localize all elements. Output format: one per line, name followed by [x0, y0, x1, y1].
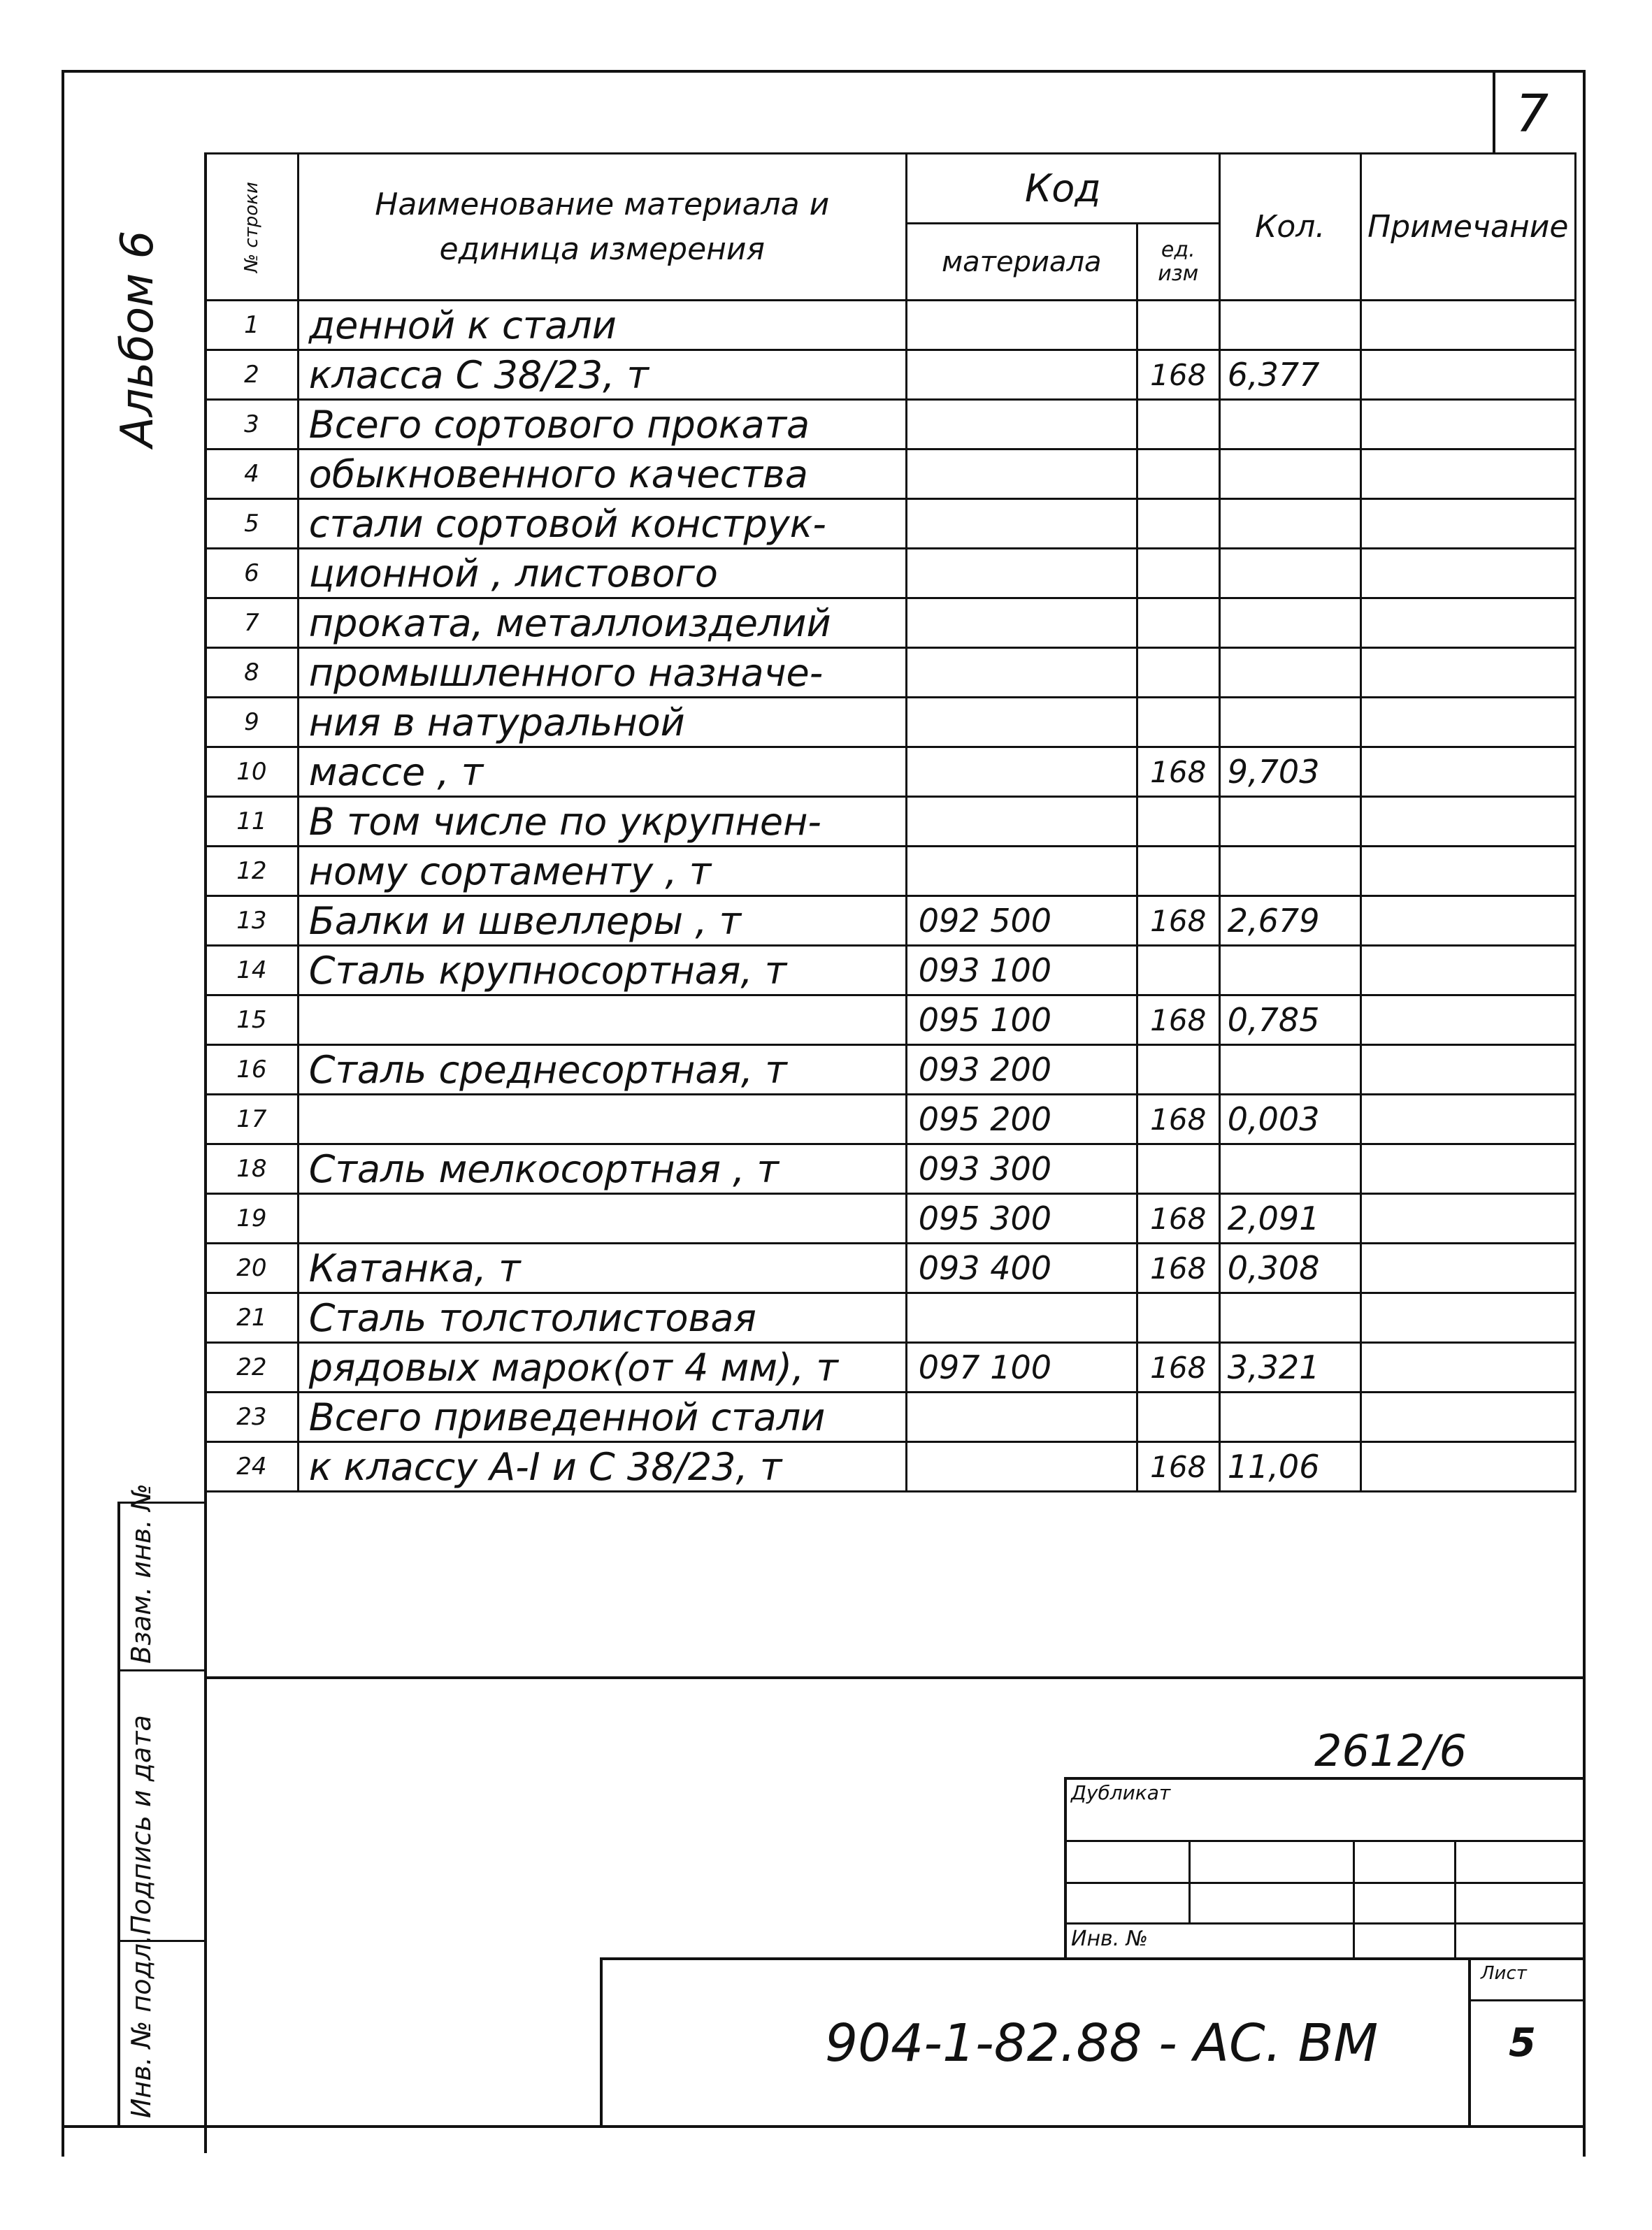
material-name-cell: проката, металлоизделий: [298, 598, 906, 648]
material-name-cell: Балки и швеллеры , т: [298, 896, 906, 946]
stamp-grid-line-3: [1064, 1922, 1583, 1925]
quantity-cell: [1219, 946, 1360, 995]
material-code-cell: [906, 449, 1137, 499]
table-row: [206, 1442, 1576, 1492]
header-name: [298, 154, 906, 301]
table-row: [206, 449, 1576, 499]
material-code-cell: 093 100: [906, 946, 1137, 995]
note-cell: [1360, 1293, 1575, 1343]
note-cell: [1360, 549, 1575, 598]
unit-code-cell: [1137, 648, 1219, 698]
frame-left-line: [62, 70, 64, 2157]
unit-code-cell: 168: [1137, 1442, 1219, 1492]
quantity-cell: [1219, 598, 1360, 648]
note-cell: [1360, 946, 1575, 995]
table-row: [206, 747, 1576, 797]
material-code-cell: [906, 301, 1137, 350]
side-strip-div-1: [117, 1669, 204, 1671]
table-row: [206, 1144, 1576, 1194]
side-signature-date: Подпись и дата: [126, 1715, 157, 1935]
unit-code-cell: [1137, 1144, 1219, 1194]
note-cell: [1360, 847, 1575, 896]
material-code-cell: 095 300: [906, 1194, 1137, 1244]
material-name-cell: рядовых марок(от 4 мм), т: [298, 1343, 906, 1393]
material-name-cell: к классу А-I и С 38/23, т: [298, 1442, 906, 1492]
material-code-cell: [906, 847, 1137, 896]
unit-code-cell: 168: [1137, 896, 1219, 946]
quantity-cell: [1219, 499, 1360, 549]
material-name-cell: Сталь крупносортная, т: [298, 946, 906, 995]
quantity-cell: 11,06: [1219, 1442, 1360, 1492]
quantity-cell: [1219, 1393, 1360, 1442]
note-cell: [1360, 896, 1575, 946]
table-row: [206, 847, 1576, 896]
material-name-cell: Сталь среднесортная, т: [298, 1045, 906, 1095]
header-qty: Кол.: [1219, 154, 1360, 301]
unit-code-cell: [1137, 1293, 1219, 1343]
material-code-cell: [906, 648, 1137, 698]
row-number-cell: 13: [206, 896, 299, 946]
unit-code-cell: [1137, 1045, 1219, 1095]
side-vzam-inv: Взам. инв. №: [126, 1483, 157, 1664]
quantity-cell: 6,377: [1219, 350, 1360, 400]
material-code-cell: 093 200: [906, 1045, 1137, 1095]
row-number-cell: 7: [206, 598, 299, 648]
quantity-cell: [1219, 449, 1360, 499]
material-code-cell: 095 100: [906, 995, 1137, 1045]
row-number-cell: 8: [206, 648, 299, 698]
material-name-cell: ния в натуральной: [298, 698, 906, 747]
row-number-cell: 9: [206, 698, 299, 747]
material-name-cell: денной к стали: [298, 301, 906, 350]
unit-code-cell: 168: [1137, 1194, 1219, 1244]
unit-code-cell: [1137, 847, 1219, 896]
quantity-cell: 2,091: [1219, 1194, 1360, 1244]
material-code-cell: 093 400: [906, 1244, 1137, 1293]
table-row: [206, 400, 1576, 449]
quantity-cell: [1219, 301, 1360, 350]
material-code-cell: [906, 747, 1137, 797]
note-cell: [1360, 1442, 1575, 1492]
material-code-cell: [906, 400, 1137, 449]
material-name-cell: ному сортаменту , т: [298, 847, 906, 896]
table-row: [206, 648, 1576, 698]
quantity-cell: [1219, 797, 1360, 847]
table-row: [206, 350, 1576, 400]
side-strip-left: [117, 1502, 120, 2125]
unit-code-cell: [1137, 698, 1219, 747]
material-name-cell: ционной , листового: [298, 549, 906, 598]
unit-code-cell: [1137, 499, 1219, 549]
unit-code-cell: [1137, 449, 1219, 499]
row-number-cell: 16: [206, 1045, 299, 1095]
table-row: [206, 995, 1576, 1045]
table-row: [206, 549, 1576, 598]
unit-code-cell: 168: [1137, 747, 1219, 797]
frame-right-line: [1583, 70, 1586, 2157]
material-name-cell: Сталь мелкосортная , т: [298, 1144, 906, 1194]
quantity-cell: 2,679: [1219, 896, 1360, 946]
note-cell: [1360, 747, 1575, 797]
unit-code-cell: 168: [1137, 1095, 1219, 1144]
note-cell: [1360, 1095, 1575, 1144]
inv-label: Инв. №: [1071, 1927, 1149, 1951]
header-code-material: материала: [906, 224, 1137, 301]
sheet-number-box-left: [1493, 70, 1495, 152]
note-cell: [1360, 1343, 1575, 1393]
materials-table-body: [206, 301, 1576, 1492]
copy-label: Дубликат: [1071, 1781, 1171, 1804]
materials-table: [204, 152, 1576, 1492]
archive-number: 2612/6: [1314, 1725, 1467, 1776]
note-cell: [1360, 797, 1575, 847]
material-code-cell: [906, 1293, 1137, 1343]
note-cell: [1360, 698, 1575, 747]
stamp-top-line: [204, 1676, 1583, 1679]
header-row-number-text: № строки: [240, 181, 262, 273]
quantity-cell: [1219, 1293, 1360, 1343]
material-name-cell: [298, 995, 906, 1045]
table-row: [206, 1194, 1576, 1244]
row-number-cell: 23: [206, 1393, 299, 1442]
sheet-number: 7: [1516, 84, 1549, 144]
unit-code-cell: 168: [1137, 350, 1219, 400]
note-cell: [1360, 301, 1575, 350]
row-number-cell: 24: [206, 1442, 299, 1492]
stamp-grid-line-1: [1064, 1840, 1583, 1842]
material-name-cell: массе , т: [298, 747, 906, 797]
note-cell: [1360, 1393, 1575, 1442]
note-cell: [1360, 648, 1575, 698]
unit-code-cell: 168: [1137, 1343, 1219, 1393]
header-name-text: Наименование материала и единица измерения: [375, 186, 830, 267]
unit-code-cell: 168: [1137, 995, 1219, 1045]
table-row: [206, 1293, 1576, 1343]
unit-code-cell: [1137, 797, 1219, 847]
quantity-cell: 0,308: [1219, 1244, 1360, 1293]
material-name-cell: В том числе по укрупнен-: [298, 797, 906, 847]
note-cell: [1360, 400, 1575, 449]
row-number-cell: 5: [206, 499, 299, 549]
quantity-cell: 3,321: [1219, 1343, 1360, 1393]
row-number-cell: 14: [206, 946, 299, 995]
header-code-unit: ед. изм: [1137, 224, 1219, 301]
quantity-cell: [1219, 698, 1360, 747]
material-code-cell: 097 100: [906, 1343, 1137, 1393]
material-code-cell: [906, 549, 1137, 598]
row-number-cell: 1: [206, 301, 299, 350]
table-row: [206, 301, 1576, 350]
unit-code-cell: [1137, 301, 1219, 350]
quantity-cell: 9,703: [1219, 747, 1360, 797]
material-name-cell: промышленного назначе-: [298, 648, 906, 698]
stamp-grid-col-1: [1188, 1840, 1191, 1924]
material-code-cell: [906, 797, 1137, 847]
unit-code-cell: 168: [1137, 1244, 1219, 1293]
material-name-cell: стали сортовой конструк-: [298, 499, 906, 549]
material-name-cell: [298, 1194, 906, 1244]
unit-code-cell: [1137, 549, 1219, 598]
row-number-cell: 3: [206, 400, 299, 449]
row-number-cell: 17: [206, 1095, 299, 1144]
stamp-grid-line-2: [1064, 1882, 1583, 1884]
quantity-cell: [1219, 648, 1360, 698]
frame-bottom-line: [62, 2125, 1586, 2128]
stamp-grid-col-2: [1353, 1840, 1355, 1959]
stamp-grid-col-3: [1454, 1840, 1456, 1959]
row-number-cell: 4: [206, 449, 299, 499]
note-cell: [1360, 1194, 1575, 1244]
stamp-main-top: [600, 1957, 1583, 1960]
table-row: [206, 1045, 1576, 1095]
quantity-cell: [1219, 847, 1360, 896]
stamp-grid-left: [1064, 1777, 1067, 1959]
material-name-cell: обыкновенного качества: [298, 449, 906, 499]
row-number-cell: 6: [206, 549, 299, 598]
quantity-cell: [1219, 1045, 1360, 1095]
row-number-cell: 10: [206, 747, 299, 797]
material-code-cell: [906, 698, 1137, 747]
table-row: [206, 499, 1576, 549]
material-name-cell: [298, 1095, 906, 1144]
material-code-cell: [906, 499, 1137, 549]
sheet-label: Лист: [1481, 1963, 1527, 1984]
doc-number: 904-1-82.88 - АС. ВМ: [825, 2013, 1379, 2073]
table-row: [206, 1343, 1576, 1393]
frame-top-line: [62, 70, 1586, 73]
row-number-cell: 19: [206, 1194, 299, 1244]
note-cell: [1360, 350, 1575, 400]
material-name-cell: Всего приведенной стали: [298, 1393, 906, 1442]
material-code-cell: [906, 1393, 1137, 1442]
table-row: [206, 896, 1576, 946]
material-code-cell: 092 500: [906, 896, 1137, 946]
row-number-cell: 20: [206, 1244, 299, 1293]
unit-code-cell: [1137, 598, 1219, 648]
table-row: [206, 1393, 1576, 1442]
unit-code-cell: [1137, 1393, 1219, 1442]
note-cell: [1360, 1144, 1575, 1194]
material-code-cell: 093 300: [906, 1144, 1137, 1194]
stamp-sheet-left: [1468, 1957, 1471, 2125]
table-row: [206, 797, 1576, 847]
row-number-cell: 22: [206, 1343, 299, 1393]
stamp-sheet-divider: [1468, 1999, 1583, 2001]
material-code-cell: [906, 598, 1137, 648]
material-code-cell: 095 200: [906, 1095, 1137, 1144]
quantity-cell: [1219, 1144, 1360, 1194]
material-name-cell: класса С 38/23, т: [298, 350, 906, 400]
table-row: [206, 1244, 1576, 1293]
row-number-cell: 15: [206, 995, 299, 1045]
row-number-cell: 21: [206, 1293, 299, 1343]
table-row: [206, 1095, 1576, 1144]
note-cell: [1360, 1045, 1575, 1095]
quantity-cell: 0,003: [1219, 1095, 1360, 1144]
note-cell: [1360, 995, 1575, 1045]
table-row: [206, 946, 1576, 995]
note-cell: [1360, 449, 1575, 499]
material-code-cell: [906, 1442, 1137, 1492]
table-row: [206, 698, 1576, 747]
header-note: Примечание: [1360, 154, 1575, 301]
header-code: Код: [906, 154, 1219, 224]
unit-code-cell: [1137, 400, 1219, 449]
material-name-cell: Всего сортового проката: [298, 400, 906, 449]
row-number-cell: 18: [206, 1144, 299, 1194]
note-cell: [1360, 598, 1575, 648]
quantity-cell: [1219, 549, 1360, 598]
row-number-cell: 11: [206, 797, 299, 847]
quantity-cell: [1219, 400, 1360, 449]
unit-code-cell: [1137, 946, 1219, 995]
note-cell: [1360, 499, 1575, 549]
note-cell: [1360, 1244, 1575, 1293]
side-inv-podl: Инв. № подл.: [126, 1934, 157, 2118]
material-name-cell: Сталь толстолистовая: [298, 1293, 906, 1343]
album-label: Альбом 6: [112, 230, 164, 447]
stamp-main-left: [600, 1957, 603, 2125]
header-row-number: [206, 154, 299, 301]
material-code-cell: [906, 350, 1137, 400]
row-number-cell: 12: [206, 847, 299, 896]
row-number-cell: 2: [206, 350, 299, 400]
stamp-copy-top: [1064, 1777, 1583, 1780]
table-row: [206, 598, 1576, 648]
material-name-cell: Катанка, т: [298, 1244, 906, 1293]
quantity-cell: 0,785: [1219, 995, 1360, 1045]
sheet-value: 5: [1509, 2020, 1536, 2066]
